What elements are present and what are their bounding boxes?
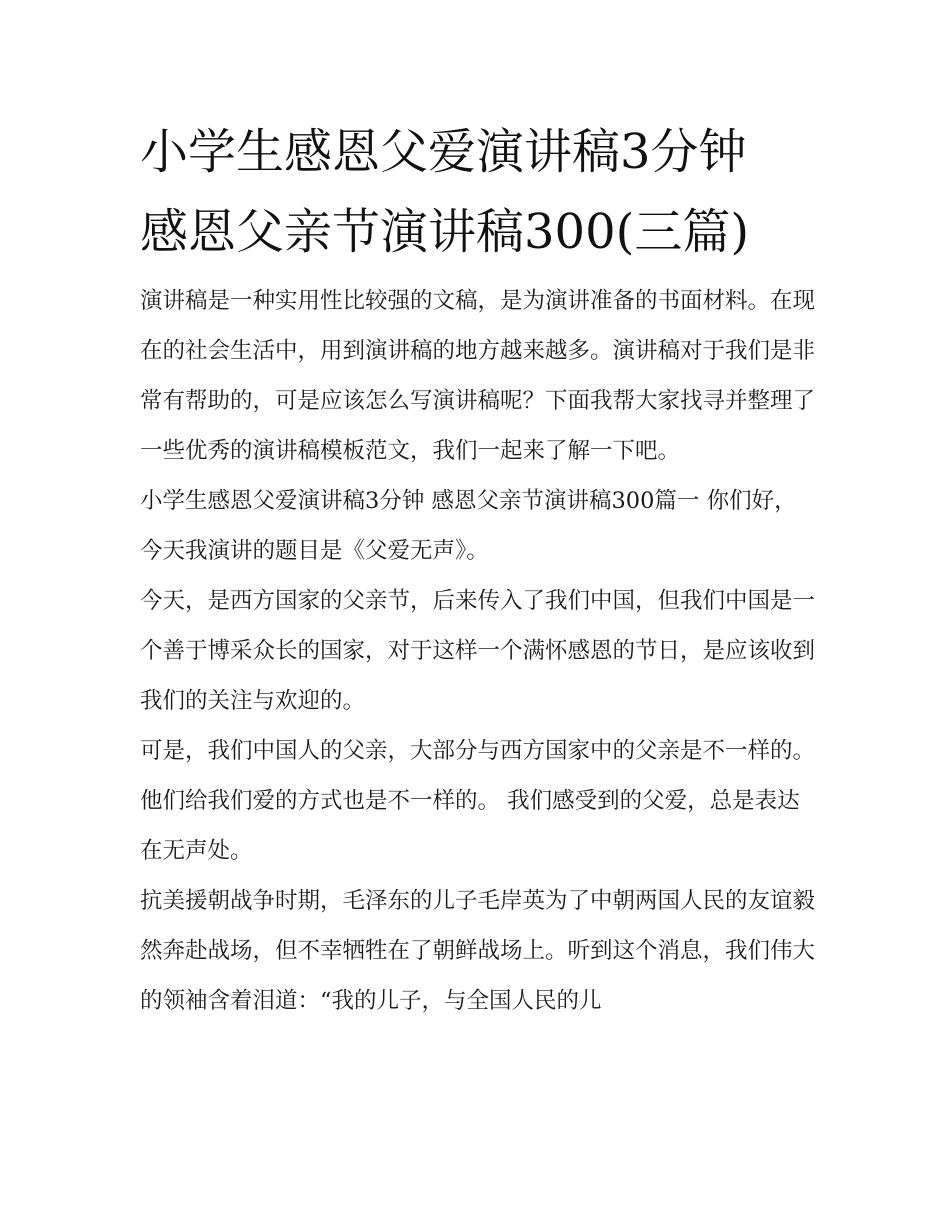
paragraph-fathers-day: 今天，是西方国家的父亲节，后来传入了我们中国，但我们中国是一个善于博采众长的国家，对于这样一个满怀感恩的节日，是应该收到我们的关注与欢迎的。: [140, 588, 816, 714]
paragraph-intro: 演讲稿是一种实用性比较强的文稿，是为演讲准备的书面材料。在现在的社会生活中，用到演讲稿的地方越来越多。演讲稿对于我们是非常有帮助的，可是应该怎么写演讲稿呢？下面我帮大家找寻并整理了一些优秀的演讲稿模板范文，我们一起来了解一下吧。: [140, 288, 816, 464]
document-body: [140, 276, 815, 1026]
paragraph-korean-war: 抗美援朝战争时期，毛泽东的儿子毛岸英为了中朝两国人民的友谊毅然奔赴战场，但不幸牺牲在了朝鲜战场上。听到这个消息，我们伟大的领袖含着泪道：“我的儿子，与全国人民的儿: [140, 888, 816, 1014]
title-line-2: 感恩父亲节演讲稿300(三篇): [140, 204, 750, 260]
title-line-1: 小学生感恩父爱演讲稿3分钟: [140, 124, 747, 180]
paragraph-chinese-fathers: 可是，我们中国人的父亲，大部分与西方国家中的父亲是不一样的。他们给我们爱的方式也是不一样的。 我们感受到的父爱，总是表达在无声处。: [140, 738, 816, 864]
paragraph-greeting: 小学生感恩父爱演讲稿3分钟 感恩父亲节演讲稿300篇一 你们好，今天我演讲的题目是《父爱无声》。: [140, 488, 797, 564]
document-title: [140, 112, 820, 272]
